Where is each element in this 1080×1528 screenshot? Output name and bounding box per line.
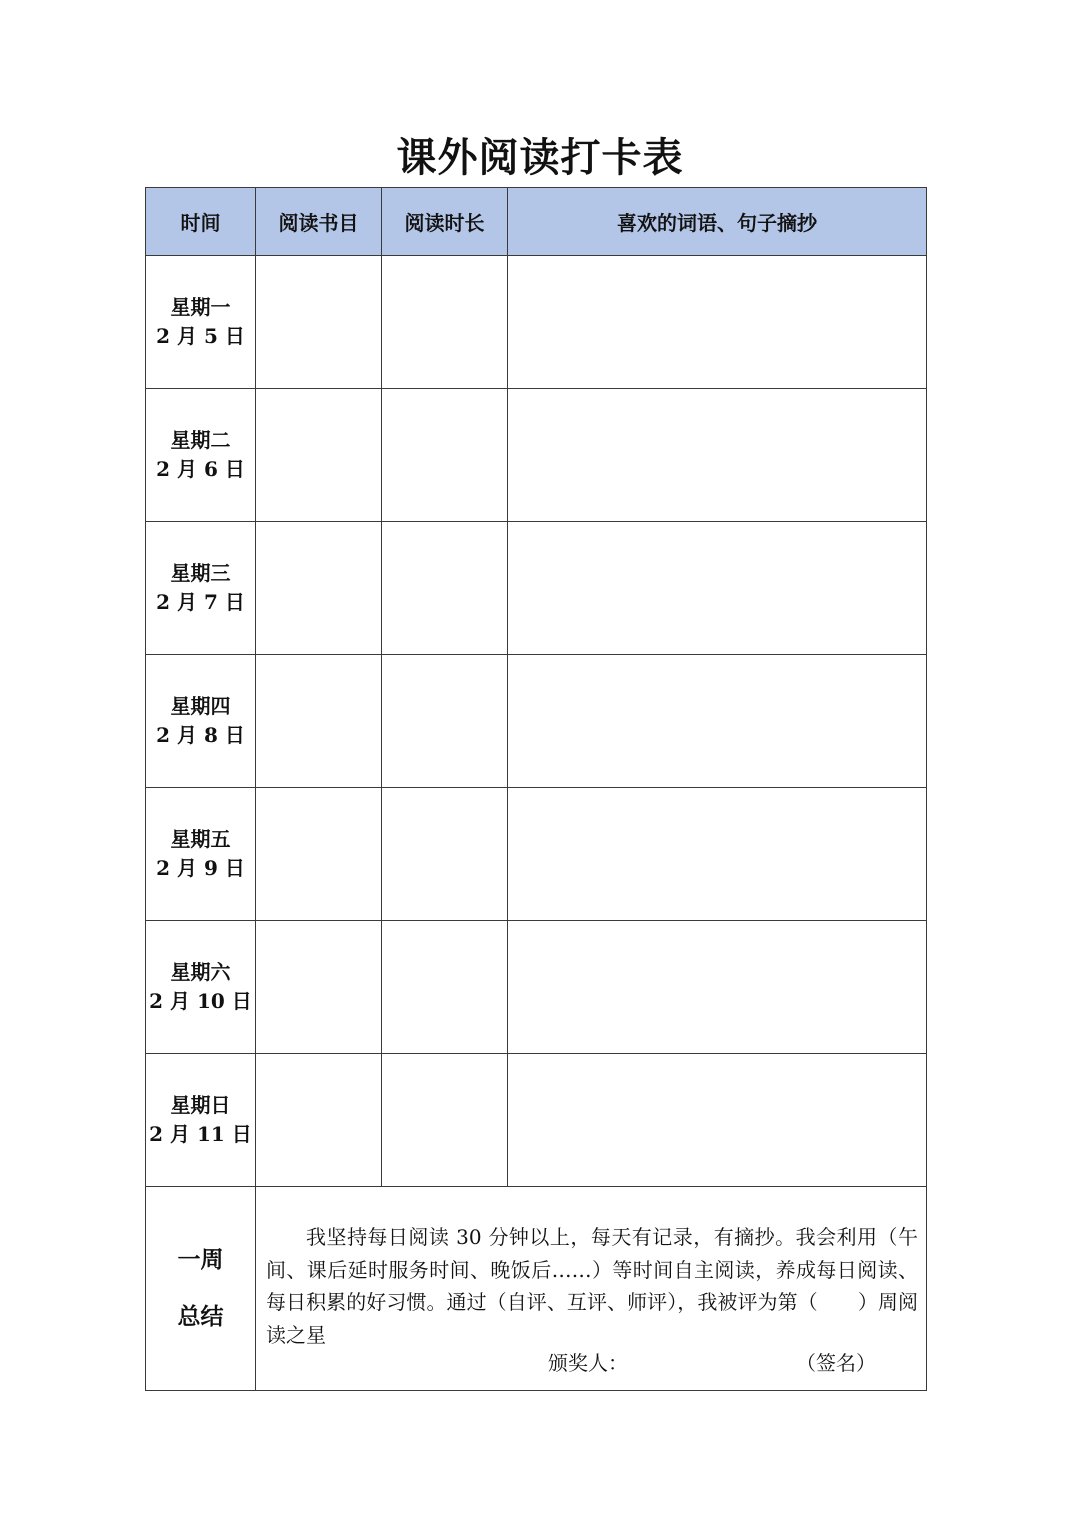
duration-cell[interactable] [382, 1054, 508, 1187]
time-cell [146, 389, 256, 522]
excerpt-cell[interactable] [508, 256, 927, 389]
duration-cell[interactable] [382, 655, 508, 788]
date-label: 2 月 9 日 [156, 856, 245, 880]
page-title: 课外阅读打卡表 [396, 135, 684, 181]
summary-label-line1: 一周 [177, 1246, 224, 1273]
summary-label-line2: 总结 [177, 1303, 224, 1330]
summary-text-cell [256, 1187, 927, 1391]
duration-cell[interactable] [382, 256, 508, 389]
table-row [146, 1054, 927, 1187]
header-book: 阅读书目 [256, 188, 382, 256]
signature-note: （签名） [796, 1351, 876, 1375]
summary-paragraph: 我坚持每日阅读 30 分钟以上，每天有记录，有摘抄。我会利用（午间、课后延时服务时间、晚饭后……）等时间自主阅读，养成每日阅读、每日积累的好习惯。通过（自评、互评、师评），我被评为第（ ）周阅读之星 [266, 1225, 918, 1347]
weekday-label: 星期一 [170, 295, 231, 319]
duration-cell[interactable] [382, 522, 508, 655]
date-label: 2 月 11 日 [149, 1122, 252, 1146]
excerpt-cell[interactable] [508, 1054, 927, 1187]
table-row [146, 921, 927, 1054]
excerpt-cell[interactable] [508, 522, 927, 655]
excerpt-cell[interactable] [508, 655, 927, 788]
book-cell[interactable] [256, 788, 382, 921]
summary-label-cell [146, 1187, 256, 1391]
time-cell [146, 256, 256, 389]
book-cell[interactable] [256, 522, 382, 655]
header-duration: 阅读时长 [382, 188, 508, 256]
weekday-label: 星期二 [170, 428, 231, 452]
time-cell [146, 1054, 256, 1187]
duration-cell[interactable] [382, 788, 508, 921]
header-excerpt: 喜欢的词语、句子摘抄 [508, 188, 927, 256]
table-row [146, 256, 927, 389]
reading-checkin-table [145, 187, 927, 1391]
time-cell [146, 921, 256, 1054]
table-row [146, 655, 927, 788]
date-label: 2 月 7 日 [156, 590, 245, 614]
weekday-label: 星期日 [170, 1093, 231, 1117]
table-header-row [146, 188, 927, 256]
weekday-label: 星期六 [170, 960, 231, 984]
weekday-label: 星期四 [170, 694, 231, 718]
date-label: 2 月 5 日 [156, 324, 245, 348]
header-time: 时间 [146, 188, 256, 256]
book-cell[interactable] [256, 389, 382, 522]
excerpt-cell[interactable] [508, 921, 927, 1054]
weekday-label: 星期三 [170, 561, 231, 585]
table-row [146, 788, 927, 921]
date-label: 2 月 8 日 [156, 723, 245, 747]
table-row [146, 389, 927, 522]
duration-cell[interactable] [382, 921, 508, 1054]
time-cell [146, 788, 256, 921]
book-cell[interactable] [256, 1054, 382, 1187]
book-cell[interactable] [256, 256, 382, 389]
weekday-label: 星期五 [170, 827, 231, 851]
excerpt-cell[interactable] [508, 389, 927, 522]
book-cell[interactable] [256, 655, 382, 788]
awarder-label: 颁奖人： [548, 1351, 628, 1375]
duration-cell[interactable] [382, 389, 508, 522]
time-cell [146, 655, 256, 788]
date-label: 2 月 6 日 [156, 457, 245, 481]
table-row [146, 522, 927, 655]
book-cell[interactable] [256, 921, 382, 1054]
date-label: 2 月 10 日 [149, 989, 252, 1013]
time-cell [146, 522, 256, 655]
summary-row [146, 1187, 927, 1391]
excerpt-cell[interactable] [508, 788, 927, 921]
